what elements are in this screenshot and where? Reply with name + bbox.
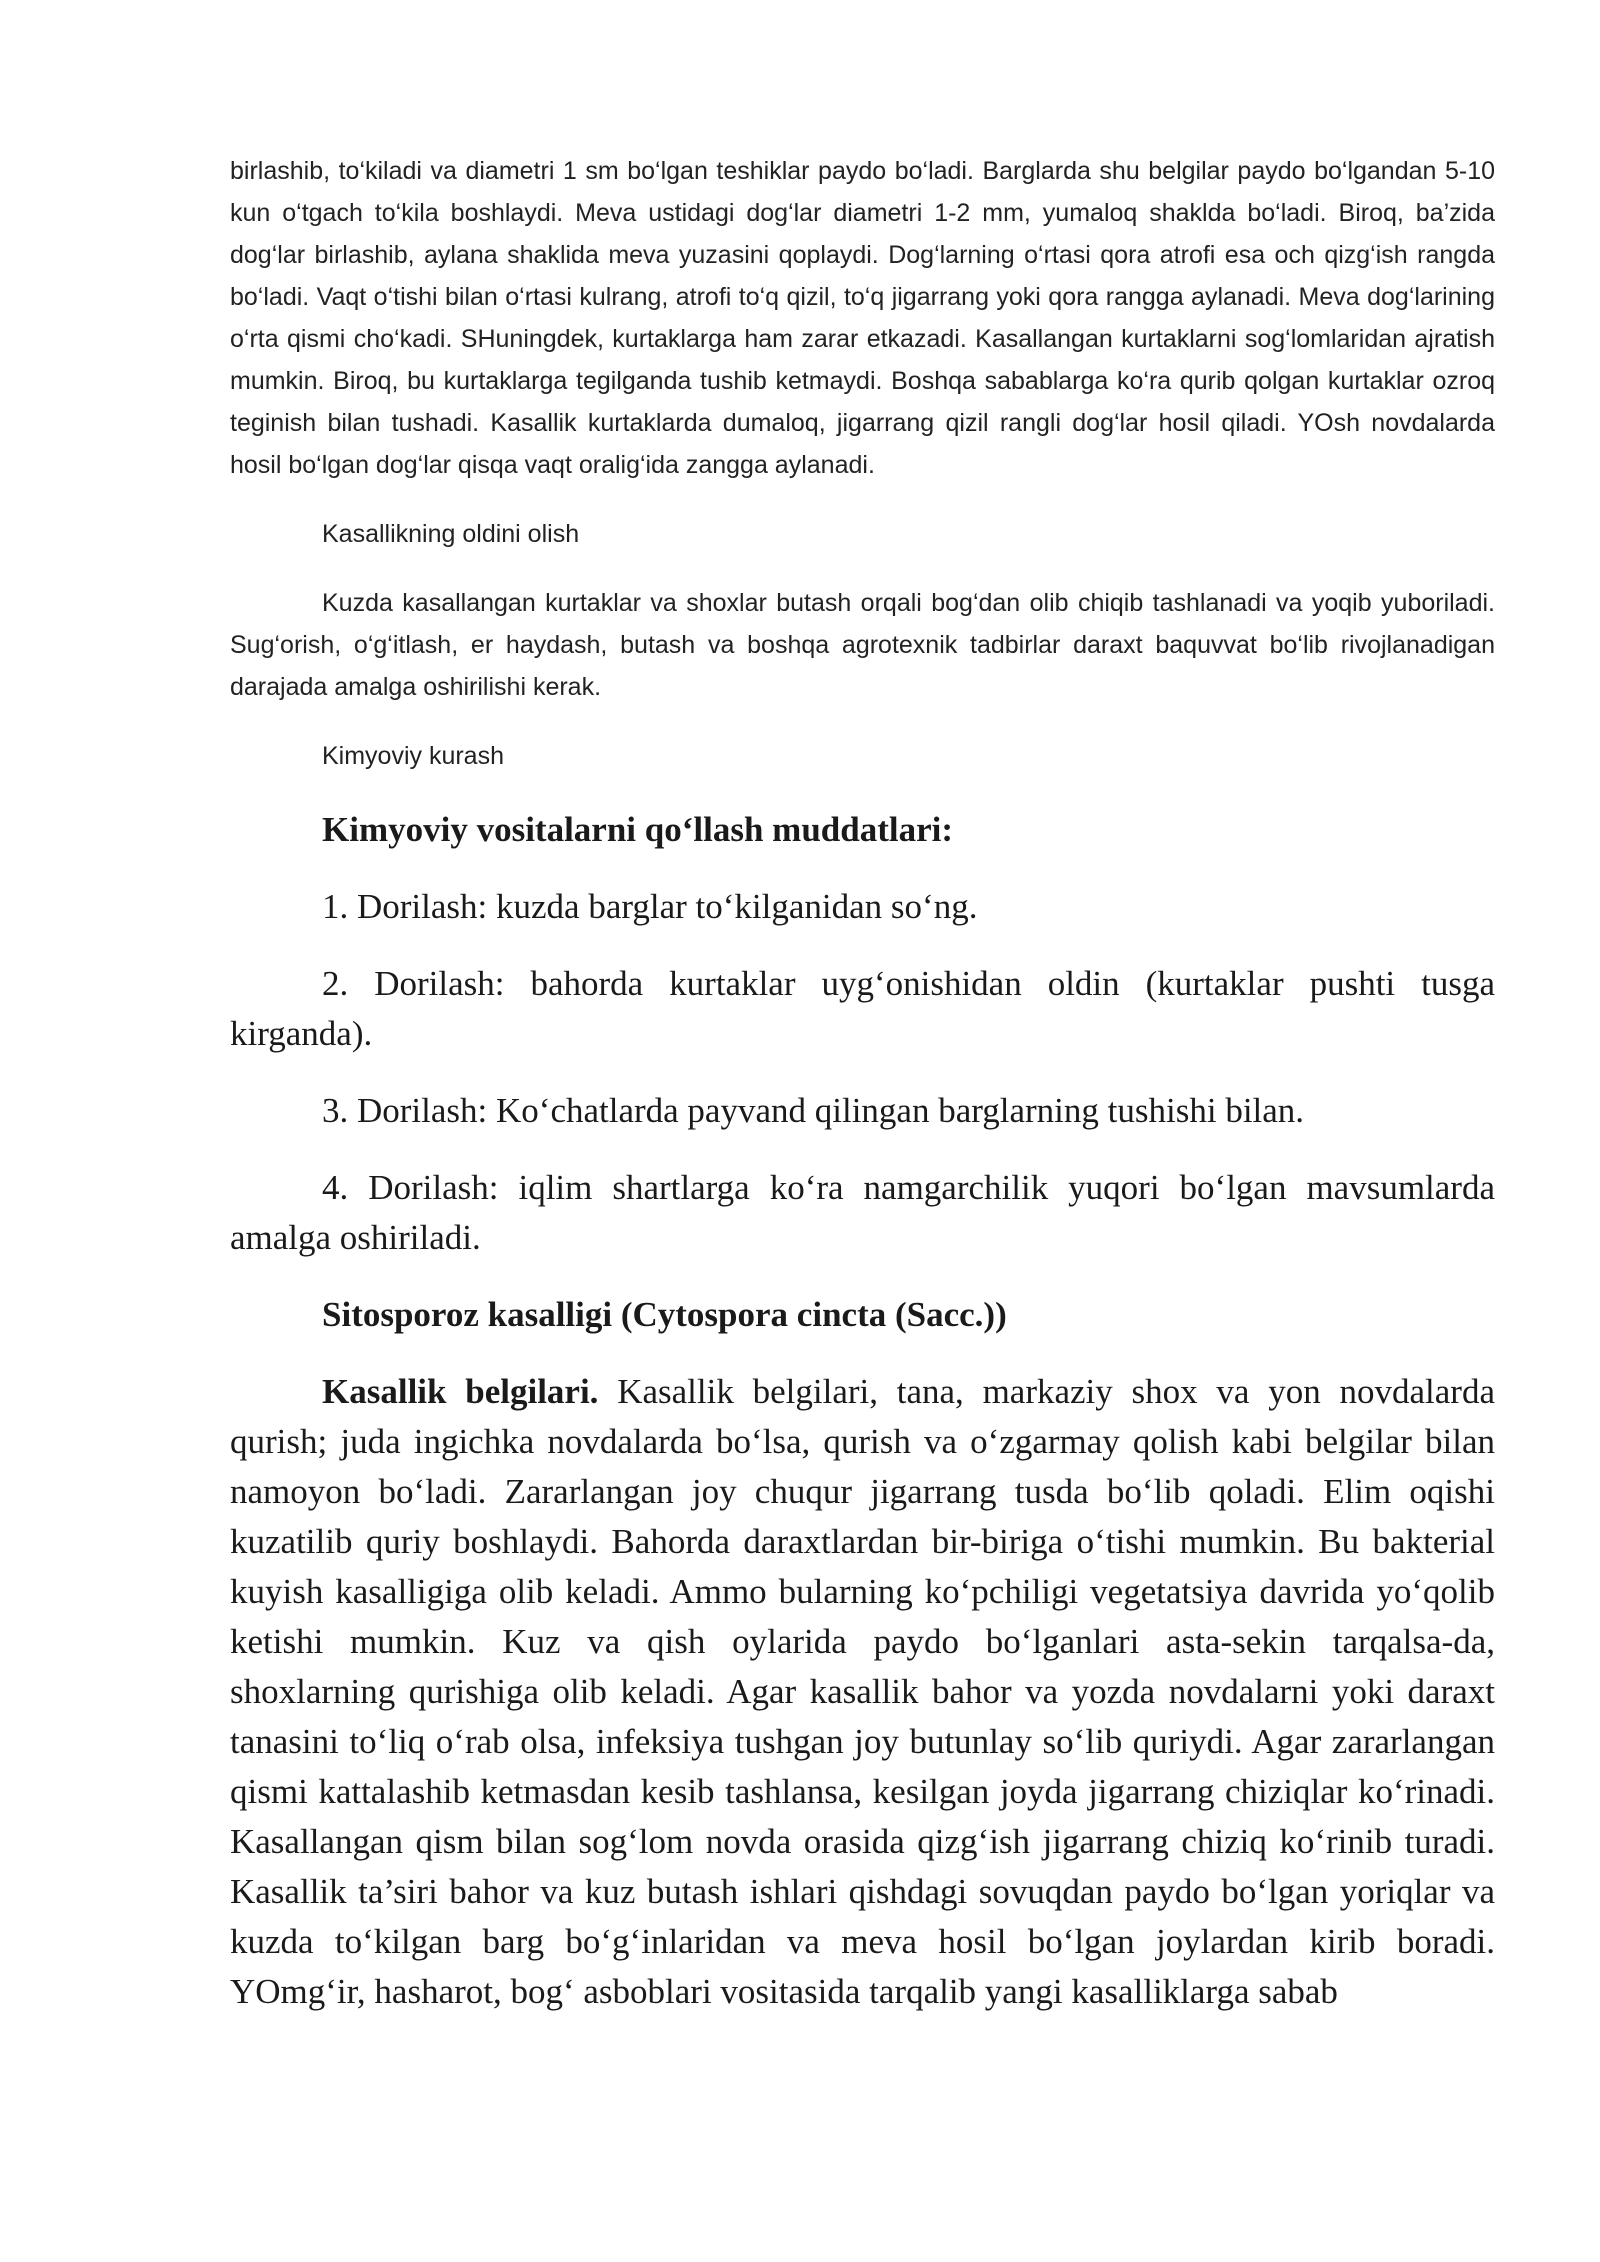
- list-item-3: 3. Dorilash: Ko‘chatlarda payvand qilingan barglarning tushishi bilan.: [322, 1091, 1305, 1130]
- list-item-4: 4. Dorilash: iqlim shartlarga ko‘ra namgarchilik yuqori bo‘lgan mavsumlarda amalga oshiriladi.: [230, 1168, 1495, 1257]
- paragraph-symptoms-continued: birlashib, to‘kiladi va diametri 1 sm bo‘lgan teshiklar paydo bo‘ladi. Barglarda shu belgilar paydo bo‘lgandan 5-10 kun o‘tgach to‘kila boshlaydi. Meva ustidagi dog‘lar diametri 1-2 mm, yumaloq shaklda bo‘ladi. Biroq, ba’zida dog‘lar birlashib, aylana shaklida meva yuzasini qoplaydi. Dog‘larning o‘rtasi qora atrofi esa och qizg‘ish rangda bo‘ladi. Vaqt o‘tishi bilan o‘rtasi kulrang, atrofi to‘q qizil, to‘q jigarrang yoki qora rangga aylanadi. Meva dog‘larining o‘rta qismi cho‘kadi. SHuningdek, kurtaklarga ham zarar etkazadi. Kasallangan kurtaklarni sog‘lomlaridan ajratish mumkin. Biroq, bu kurtaklarga tegilganda tushib ketmaydi. Boshqa sabablarga ko‘ra qurib qolgan kurtaklar ozroq teginish bilan tushadi. Kasallik kurtaklarda dumaloq, jigarrang qizil rangli dog‘lar hosil qiladi. YOsh novdalarda hosil bo‘lgan dog‘lar qisqa vaqt oralig‘ida zangga aylanadi.: [230, 157, 1495, 479]
- heading-prevention: Kasallikning oldini olish: [322, 520, 580, 548]
- lead-label: Kasallik belgilari.: [322, 1372, 599, 1411]
- heading-chemical-control: Kimyoviy kurash: [322, 742, 504, 770]
- heading-cytosporosis: Sitosporoz kasalligi (Cytospora cincta (Sacc.)): [322, 1295, 1007, 1334]
- list-item-1: 1. Dorilash: kuzda barglar to‘kilganidan so‘ng.: [322, 887, 978, 926]
- document-page: [230, 150, 1495, 2017]
- paragraph-disease-symptoms: [230, 1367, 1495, 2017]
- paragraph-prevention: Kuzda kasallangan kurtaklar va shoxlar butash orqali bog‘dan olib chiqib tashlanadi va yoqib yuboriladi. Sug‘orish, o‘g‘itlash, er haydash, butash va boshqa agrotexnik tadbirlar daraxt baquvvat bo‘lib rivojlanadigan darajada amalga oshirilishi kerak.: [230, 589, 1495, 701]
- list-item-2: 2. Dorilash: bahorda kurtaklar uyg‘onishidan oldin (kurtaklar pushti tusga kirganda).: [230, 964, 1495, 1053]
- heading-application-periods: Kimyoviy vositalarni qo‘llash muddatlari:: [322, 810, 954, 849]
- paragraph-body: Kasallik belgilari, tana, markaziy shox va yon novdalarda qurish; juda ingichka novdalarda bo‘lsa, qurish va o‘zgarmay qolish kabi belgilar bilan namoyon bo‘ladi. Zararlangan joy chuqur jigarrang tusda bo‘lib qoladi. Elim oqishi kuzatilib quriy boshlaydi. Bahorda daraxtlardan bir-biriga o‘tishi mumkin. Bu bakterial kuyish kasalligiga olib keladi. Ammo bularning ko‘pchiligi vegetatsiya davrida yo‘qolib ketishi mumkin. Kuz va qish oylarida paydo bo‘lganlari asta-sekin tarqalsa-da, shoxlarning qurishiga olib keladi. Agar kasallik bahor va yozda novdalarni yoki daraxt tanasini to‘liq o‘rab olsa, infeksiya tushgan joy butunlay so‘lib quriydi. Agar zararlangan qismi kattalashib ketmasdan kesib tashlansa, kesilgan joyda jigarrang chiziqlar ko‘rinadi. Kasallangan qism bilan sog‘lom novda orasida qizg‘ish jigarrang chiziq ko‘rinib turadi. Kasallik ta’siri bahor va kuz butash ishlari qishdagi sovuqdan paydo bo‘lgan yoriqlar va kuzda to‘kilgan barg bo‘g‘inlaridan va meva hosil bo‘lgan joylardan kirib boradi. YOmg‘ir, hasharot, bog‘ asboblari vositasida tarqalib yangi kasalliklarga sabab: [230, 1372, 1495, 2011]
